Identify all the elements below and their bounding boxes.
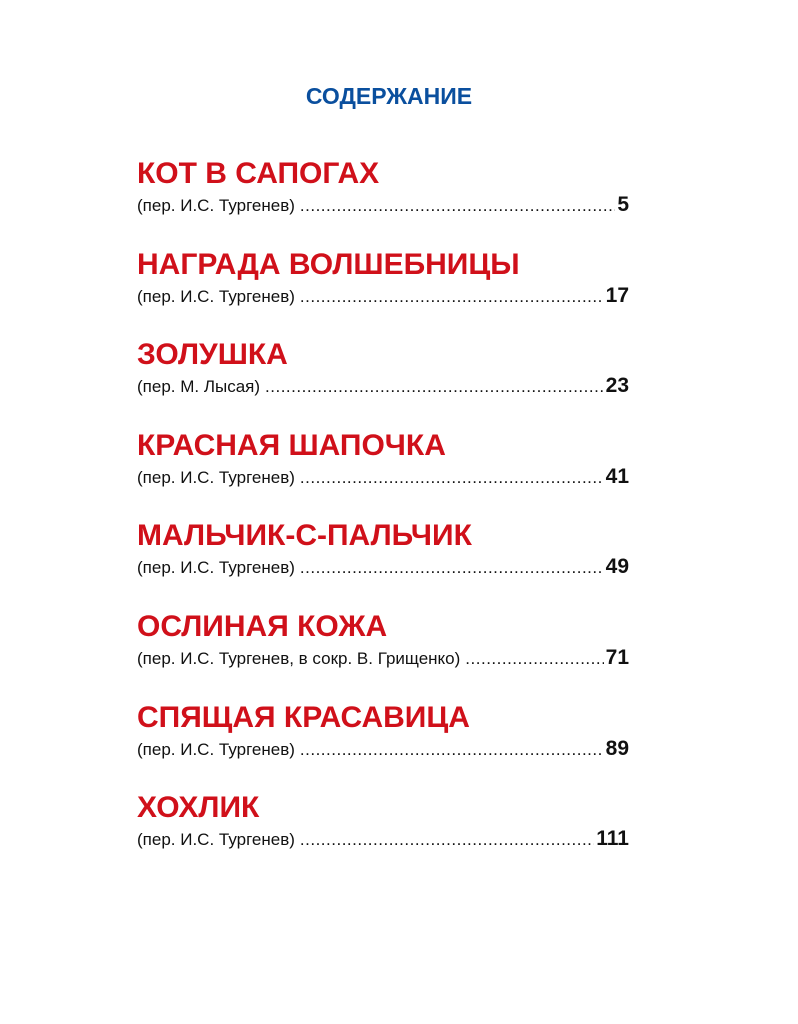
entry-page-number: 71 [605, 645, 629, 669]
entry-title: КРАСНАЯ ШАПОЧКА [137, 428, 446, 462]
entry-translator: (пер. И.С. Тургенев, в сокр. В. Грищенко) [137, 648, 461, 668]
dot-leader [300, 737, 604, 763]
toc-entry[interactable] [137, 700, 629, 791]
toc-entry[interactable] [137, 428, 629, 519]
toc-entry[interactable] [137, 609, 629, 700]
entry-title: СПЯЩАЯ КРАСАВИЦА [137, 700, 470, 734]
entry-page-number: 17 [605, 283, 629, 307]
entry-page-number: 5 [617, 193, 629, 216]
entry-translator: (пер. И.С. Тургенев) [137, 467, 295, 487]
entry-page-number: 89 [605, 736, 629, 760]
entry-title: МАЛЬЧИК-С-ПАЛЬЧИК [137, 519, 472, 553]
table-of-contents [137, 156, 629, 881]
entry-translator: (пер. И.С. Тургенев) [137, 558, 295, 578]
entry-title: ОСЛИНАЯ КОЖА [137, 609, 388, 643]
entry-page-number: 23 [605, 374, 629, 398]
entry-page-number: 49 [605, 555, 629, 579]
entry-translator: (пер. И.С. Тургенев) [137, 286, 295, 306]
toc-entry[interactable] [137, 337, 629, 428]
entry-title: ХОХЛИК [137, 791, 260, 825]
dot-leader [300, 465, 604, 491]
entry-translator: (пер. И.С. Тургенев) [137, 739, 295, 759]
dot-leader [300, 284, 604, 310]
entry-page-number: 111 [596, 827, 629, 851]
entry-translator: (пер. И.С. Тургенев) [137, 196, 295, 215]
dot-leader [265, 374, 604, 400]
entry-page-number: 41 [605, 464, 629, 488]
dot-leader [300, 827, 594, 853]
dot-leader [300, 193, 615, 219]
toc-entry[interactable] [137, 790, 629, 881]
dot-leader [465, 646, 603, 672]
entry-translator: (пер. И.С. Тургенев) [137, 830, 295, 850]
dot-leader [300, 555, 604, 581]
toc-entry[interactable] [137, 247, 629, 338]
page-title: СОДЕРЖАНИЕ [305, 83, 473, 109]
entry-translator: (пер. М. Лысая) [137, 377, 261, 397]
toc-entry[interactable] [137, 156, 629, 247]
entry-title: КОТ В САПОГАХ [137, 157, 380, 190]
entry-title: НАГРАДА ВОЛШЕБНИЦЫ [137, 247, 520, 281]
toc-entry[interactable] [137, 518, 629, 609]
entry-title: ЗОЛУШКА [137, 338, 288, 372]
